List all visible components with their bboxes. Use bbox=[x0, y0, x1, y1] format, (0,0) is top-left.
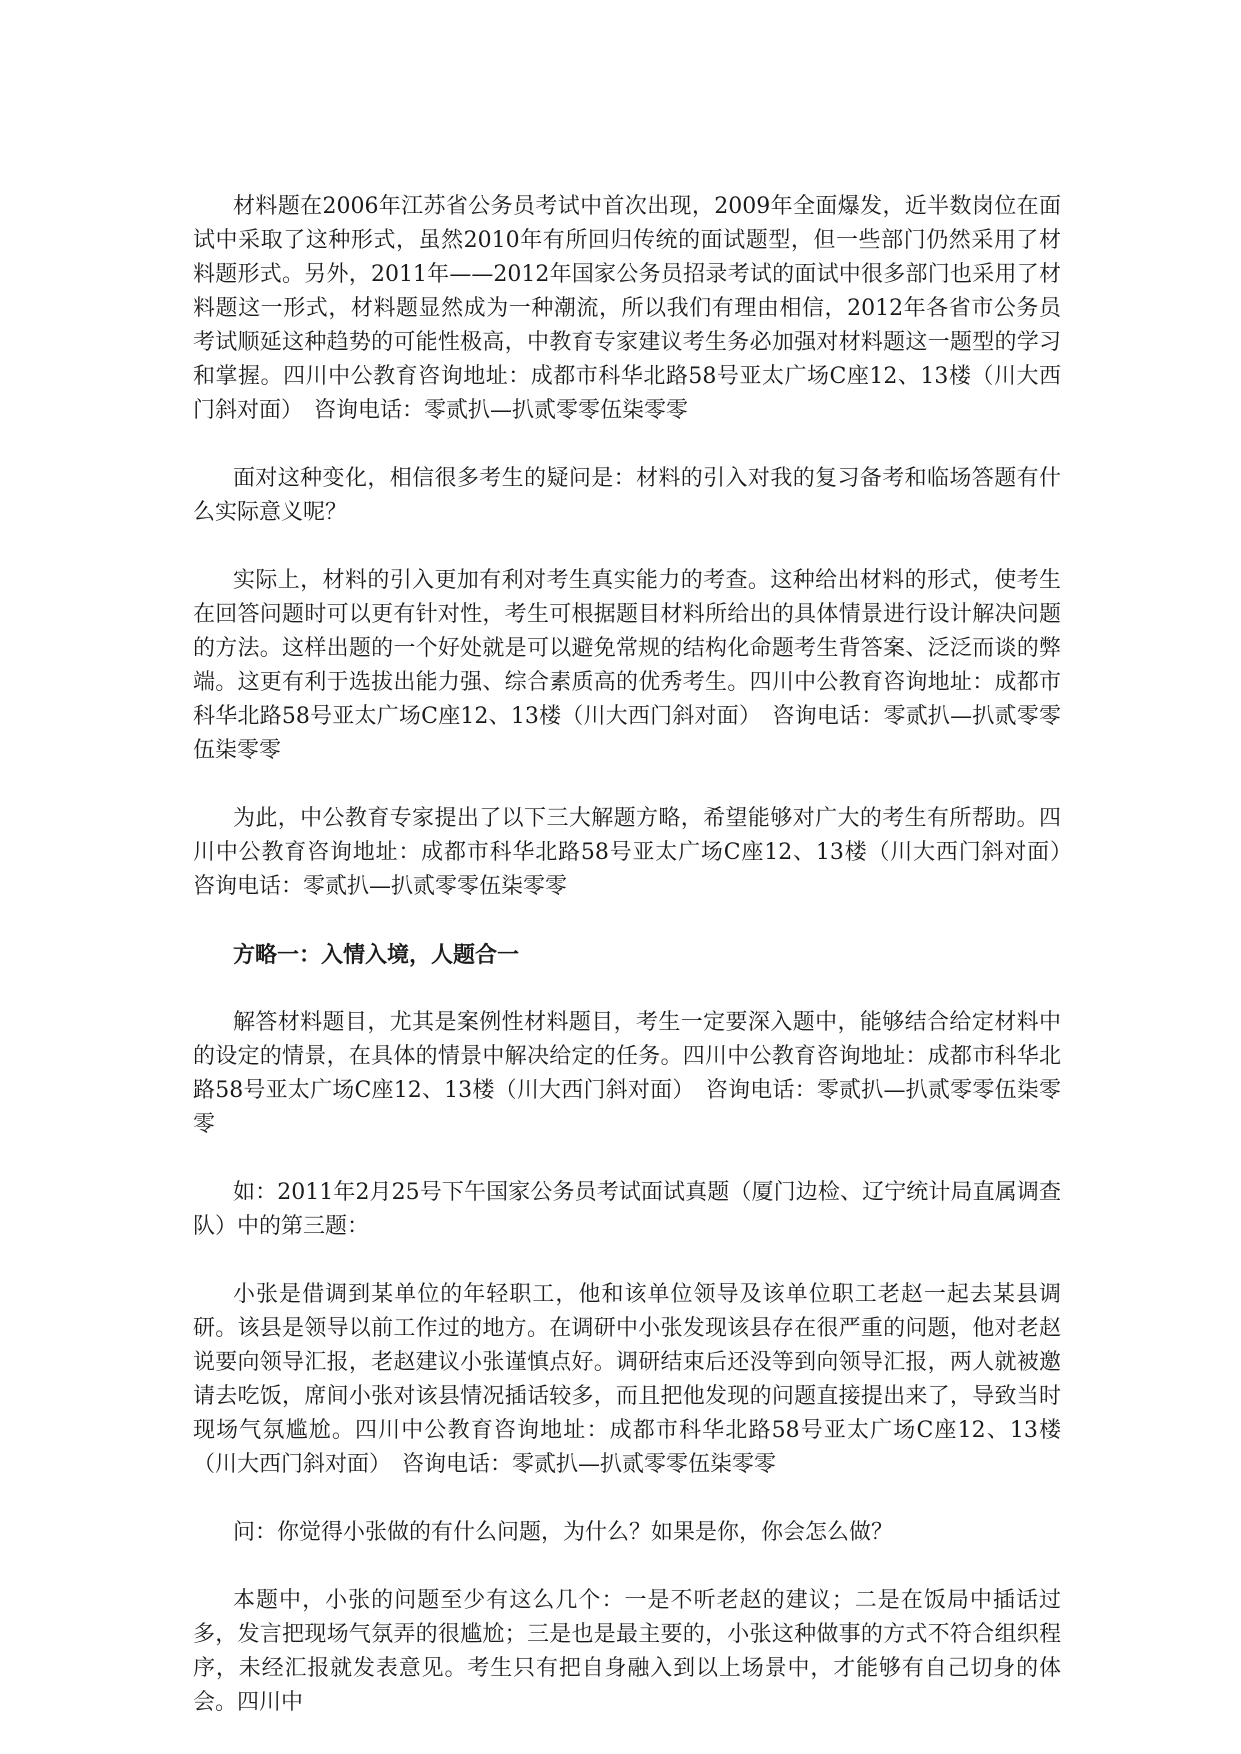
document-page bbox=[193, 190, 1084, 1754]
example-intro-paragraph: 如：2011年2月25号下午国家公务员考试面试真题（厦门边检、辽宁统计局直属调查队）中的第三题： bbox=[193, 1180, 1061, 1239]
question-paragraph: 面对这种变化，相信很多考生的疑问是：材料的引入对我的复习备考和临场答题有什么实际意义呢？ bbox=[193, 466, 1061, 525]
strategy-one-paragraph: 解答材料题目，尤其是案例性材料题目，考生一定要深入题中，能够结合给定材料中的设定的情景，在具体的情景中解决给定的任务。四川中公教育咨询地址：成都市科华北路58号亚太广场C座12、13楼（川大西门斜对面） 咨询电话：零贰扒—扒贰零零伍柒零零 bbox=[193, 1010, 1061, 1137]
case-question-paragraph: 问：你觉得小张做的有什么问题，为什么？如果是你，你会怎么做？ bbox=[233, 1520, 894, 1545]
strategy-intro-paragraph: 为此，中公教育专家提出了以下三大解题方略，希望能够对广大的考生有所帮助。四川中公教育咨询地址：成都市科华北路58号亚太广场C座12、13楼（川大西门斜对面） 咨询电话：零贰扒—扒贰零零伍柒零零 bbox=[193, 806, 1084, 899]
case-analysis-paragraph: 本题中，小张的问题至少有这么几个：一是不听老赵的建议；二是在饭局中插话过多，发言把现场气氛弄的很尴尬；三是也是最主要的，小张这种做事的方式不符合组织程序，未经汇报就发表意见。考生只有把自身融入到以上场景中，才能够有自己切身的体会。四川中 bbox=[193, 1588, 1061, 1715]
explanation-paragraph: 实际上，材料的引入更加有利对考生真实能力的考查。这种给出材料的形式，使考生在回答问题时可以更有针对性，考生可根据题目材料所给出的具体情景进行设计解决问题的方法。这样出题的一个好处就是可以避免常规的结构化命题考生背答案、泛泛而谈的弊端。这更有利于选拔出能力强、综合素质高的优秀考生。四川中公教育咨询地址：成都市科华北路58号亚太广场C座12、13楼（川大西门斜对面） 咨询电话：零贰扒—扒贰零零伍柒零零 bbox=[193, 568, 1061, 763]
case-paragraph: 小张是借调到某单位的年轻职工，他和该单位领导及该单位职工老赵一起去某县调研。该县是领导以前工作过的地方。在调研中小张发现该县存在很严重的问题，他对老赵说要向领导汇报，老赵建议小张谨慎点好。调研结束后还没等到向领导汇报，两人就被邀请去吃饭，席间小张对该县情况插话较多，而且把他发现的问题直接提出来了，导致当时现场气氛尴尬。四川中公教育咨询地址：成都市科华北路58号亚太广场C座12、13楼（川大西门斜对面） 咨询电话：零贰扒—扒贰零零伍柒零零 bbox=[193, 1282, 1061, 1477]
intro-paragraph: 材料题在2006年江苏省公务员考试中首次出现，2009年全面爆发，近半数岗位在面试中采取了这种形式，虽然2010年有所回归传统的面试题型，但一些部门仍然采用了材料题形式。另外，2011年——2012年国家公务员招录考试的面试中很多部门也采用了材料题这一形式，材料题显然成为一种潮流，所以我们有理由相信，2012年各省市公务员考试顺延这种趋势的可能性极高，中教育专家建议考生务必加强对材料题这一题型的学习和掌握。四川中公教育咨询地址：成都市科华北路58号亚太广场C座12、13楼（川大西门斜对面） 咨询电话：零贰扒—扒贰零零伍柒零零 bbox=[193, 194, 1061, 423]
strategy-one-heading: 方略一：入情入境，人题合一 bbox=[233, 942, 520, 968]
